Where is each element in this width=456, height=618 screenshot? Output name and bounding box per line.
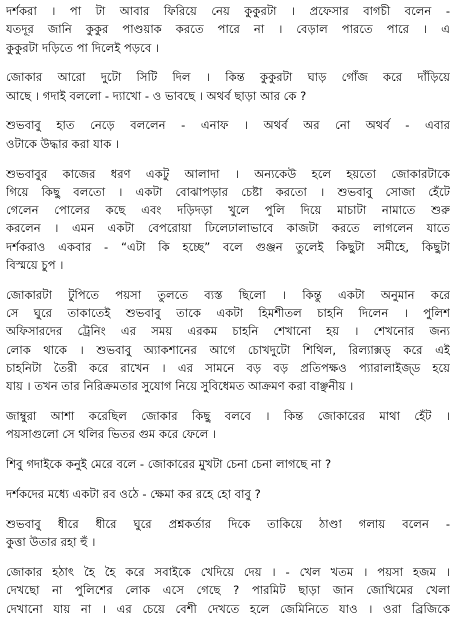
text-line: সে ঘুরে তাকাতেই শুভবাবু তাকে একটা হিমশীতল চাহনি দিলেন । পুলিশ <box>6 306 450 321</box>
text-line: করলেন । এমন একটা বেপরোয়া ঢিলেঢালাভাবে কাজটা করতে লাগলেন যাতে <box>6 221 450 236</box>
text-line: শুভবাবু ধীরে ধীরে ঘুরে প্রশ্নকর্তার দিকে তাকিয়ে ঠাণ্ডা গলায় বলেন - <box>6 516 450 531</box>
text-line: গেলেন পোলের কছে এবং দড়িদড়া খুলে পুলি দিয়ে মাচাটা নামাতে শুরু <box>6 203 450 218</box>
text-line: দর্শকরা । পা টা আবার ফিরিয়ে নেয় কুকুরটা । প্রফেসার বাগচী বলেন - <box>6 4 450 18</box>
text-line: বিস্ময়ে চুপ । <box>6 258 64 273</box>
text-line: শুভবাবু হাত নেড়ে বললেন - এনাফ । অথর্ব অর নো অথর্ব - এবার <box>6 118 450 133</box>
text-line: আছে । গদাই বললো - দ্যাখো - ও ভাবছে । অথর্ব ছাড়া আর কে ? <box>6 88 307 103</box>
text-line: কুত্তা উতার রহা হুঁ । <box>6 535 96 550</box>
text-line: কুকুরটা দড়িতে পা দিলেই পড়বে । <box>6 40 160 55</box>
paragraph <box>6 286 450 396</box>
text-line: জোকার হঠাৎ হৈ হৈ করে সবাইকে খেদিয়ে দেয় । - খেল খতম । পয়সা হজম । <box>6 564 450 579</box>
text-line: যায় । তখন তার নিরিক্রমতার সুযোগ নিয়ে সুবিধেমত আক্রমণ করা বাঞ্ছনীয় । <box>6 379 354 394</box>
paragraph <box>6 563 450 618</box>
text-line: জাম্বুরা আশা করেছিল জোকার কিছু বলবে । কিন্ত জোকারের মাথা হেঁট । <box>6 409 450 424</box>
text-line: লোক থাকে । শুভবাবু অ্যাকশানের আগে চোখদুটো শিথিল, রিল্যাক্সড্ করে এই <box>6 342 450 357</box>
text-line: চাহনিটা তৈরী করে রাখেন । এর সামনে বড় বড় প্রতিপক্ষও প্যারালাইজ্ড হয়ে <box>6 361 450 376</box>
text-line: দেখছো না পুলিশের লোক এসে গেছে ? পারমিট ছাড়া জান জোখিমের খেলা <box>6 583 450 598</box>
text-line: ওটাকে উদ্ধার করা যাক । <box>6 136 120 151</box>
text-line: দর্শকরাও একবার - “এটা কি হচ্ছে” বলে গুঞ্জন তুলেই কিছুটা সমীহে, কিছুটা <box>6 239 450 254</box>
text-line: গিয়ে কিছু বলতো । একটা বোঝাপড়ার চেষ্টা করতো । শুভবাবু সোজা হেঁটে <box>6 184 450 199</box>
text-line: যতদূর জানি কুকুর পাণ্ডয়াক করতে পারে না । বেড়াল পারতে পারে । এ <box>6 22 450 37</box>
paragraph <box>6 2 450 57</box>
paragraph <box>6 485 450 503</box>
text-line: অফিসারদের ট্রেনিং এর সময় এরকম চাহনি শেখানো হয় । শেখনোর জন্য <box>6 324 450 339</box>
text-line: পয়সাগুলো সে থলির ভিতর গুম করে ফেলে । <box>6 427 217 442</box>
paragraph <box>6 515 450 552</box>
text-line: শুভবাবুর কাজের ধরণ একটু আলাদা । অন্যকেউ হলে হয়তো জোকারটাকে <box>6 166 450 181</box>
text-line: জোকারটা টুপিতে পয়সা তুলতে ব্যস্ত ছিলো । কিন্তু একটা অনুমান করে <box>6 287 450 302</box>
text-line: দেখানো যায় না । এর চেয়ে বেশী দেখতে হলে জেমিনিতে যাও । ওরা ব্রিজিকে <box>6 601 450 616</box>
text-line: জোকার আরো দুটো সিটি দিল । কিন্ত কুকুরটা ঘাড় গোঁজ করে দাঁড়িয়ে <box>6 70 450 85</box>
paragraph <box>6 165 450 275</box>
paragraph <box>6 455 450 473</box>
paragraph <box>6 407 450 444</box>
text-line: শিবু গদাইকে কনুই মেরে বলে - জোকারের মুখটা চেনা চেনা লাগছে না ? <box>6 457 332 472</box>
text-line: দর্শকদের মধ্যে একটা রব ওঠে - ক্ষেমা কর রহে হো বাবু ? <box>6 487 261 502</box>
paragraph <box>6 116 450 153</box>
paragraph <box>6 68 450 105</box>
